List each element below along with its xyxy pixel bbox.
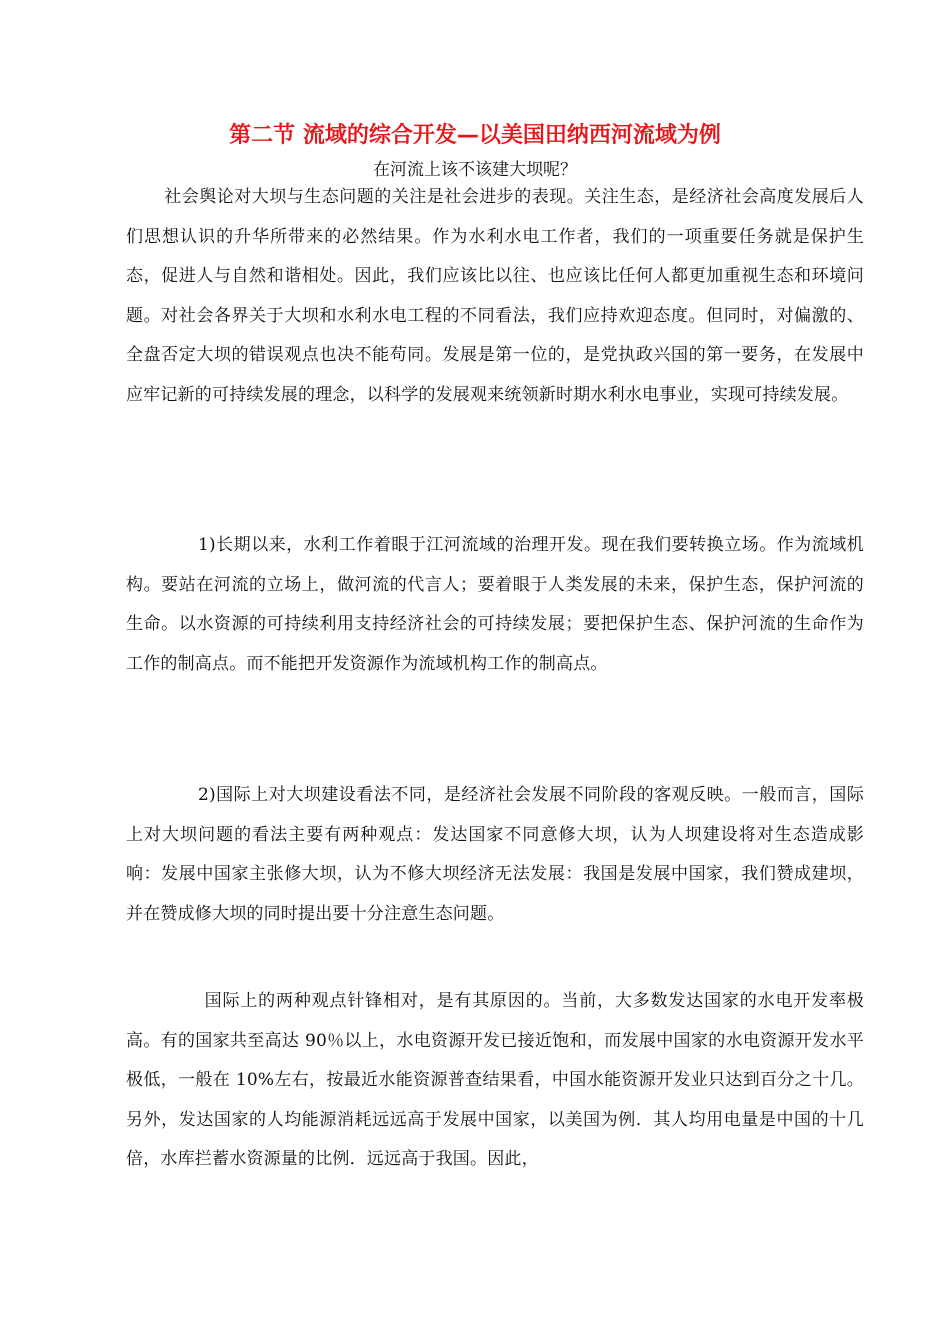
paragraph-3-text: 2)国际上对大坝建设看法不同，是经济社会发展不同阶段的客观反映。一般而言，国际上对大坝问题的看法主要有两种观点：发达国家不同意修大坝，认为人坝建设将对生态造成影响：发展中国家主张修大坝，认为不修大坝经济无法发展：我国是发展中国家，我们赞成建坝，并在赞成修大坝的同时提出要十分注意生态问题。 <box>126 785 864 924</box>
page-title: 第二节 流域的综合开发—以美国田纳西河流域为例 <box>229 123 721 148</box>
paragraph-4-text: 国际上的两种观点针锋相对，是有其原因的。当前，大多数发达国家的水电开发率极高。有的国家共至高达 90％以上，水电资源开发已接近饱和，而发展中国家的水电资源开发水平极低，一般在 10%左右，按最近水能资源普查结果看，中国水能资源开发业只达到百分之十几。另外，发达国家的人均能源消耗远远高于发展中国家，以美国为例．其人均用电量是中国的十几倍，水库拦蓄水资源量的比例．远远高于我国。因此， <box>126 991 864 1169</box>
paragraph-2 <box>126 526 864 684</box>
page-subtitle: 在河流上该不该建大坝呢？ <box>373 160 577 180</box>
paragraph-4 <box>126 982 864 1180</box>
paragraph-1 <box>126 178 864 415</box>
paragraph-2-text: 1)长期以来，水利工作着眼于江河流域的治理开发。现在我们要转换立场。作为流域机构。要站在河流的立场上，做河流的代言人；要着眼于人类发展的未来，保护生态，保护河流的生命。以水资源的可持续利用支持经济社会的可持续发展；要把保护生态、保护河流的生命作为工作的制高点。而不能把开发资源作为流域机构工作的制高点。 <box>126 535 864 674</box>
paragraph-3 <box>126 776 864 934</box>
paragraph-1-text: 社会舆论对大坝与生态问题的关注是社会进步的表现。关注生态，是经济社会高度发展后人们思想认识的升华所带来的必然结果。作为水利水电工作者，我们的一项重要任务就是保护生态，促进人与自然和谐相处。因此，我们应该比以往、也应该比任何人都更加重视生态和环境问题。对社会各界关于大坝和水利水电工程的不同看法，我们应持欢迎态度。但同时，对偏激的、全盘否定大坝的错误观点也决不能苟同。发展是第一位的，是党执政兴国的第一要务，在发展中应牢记新的可持续发展的理念，以科学的发展观来统领新时期水利水电事业，实现可持续发展。 <box>126 187 864 405</box>
